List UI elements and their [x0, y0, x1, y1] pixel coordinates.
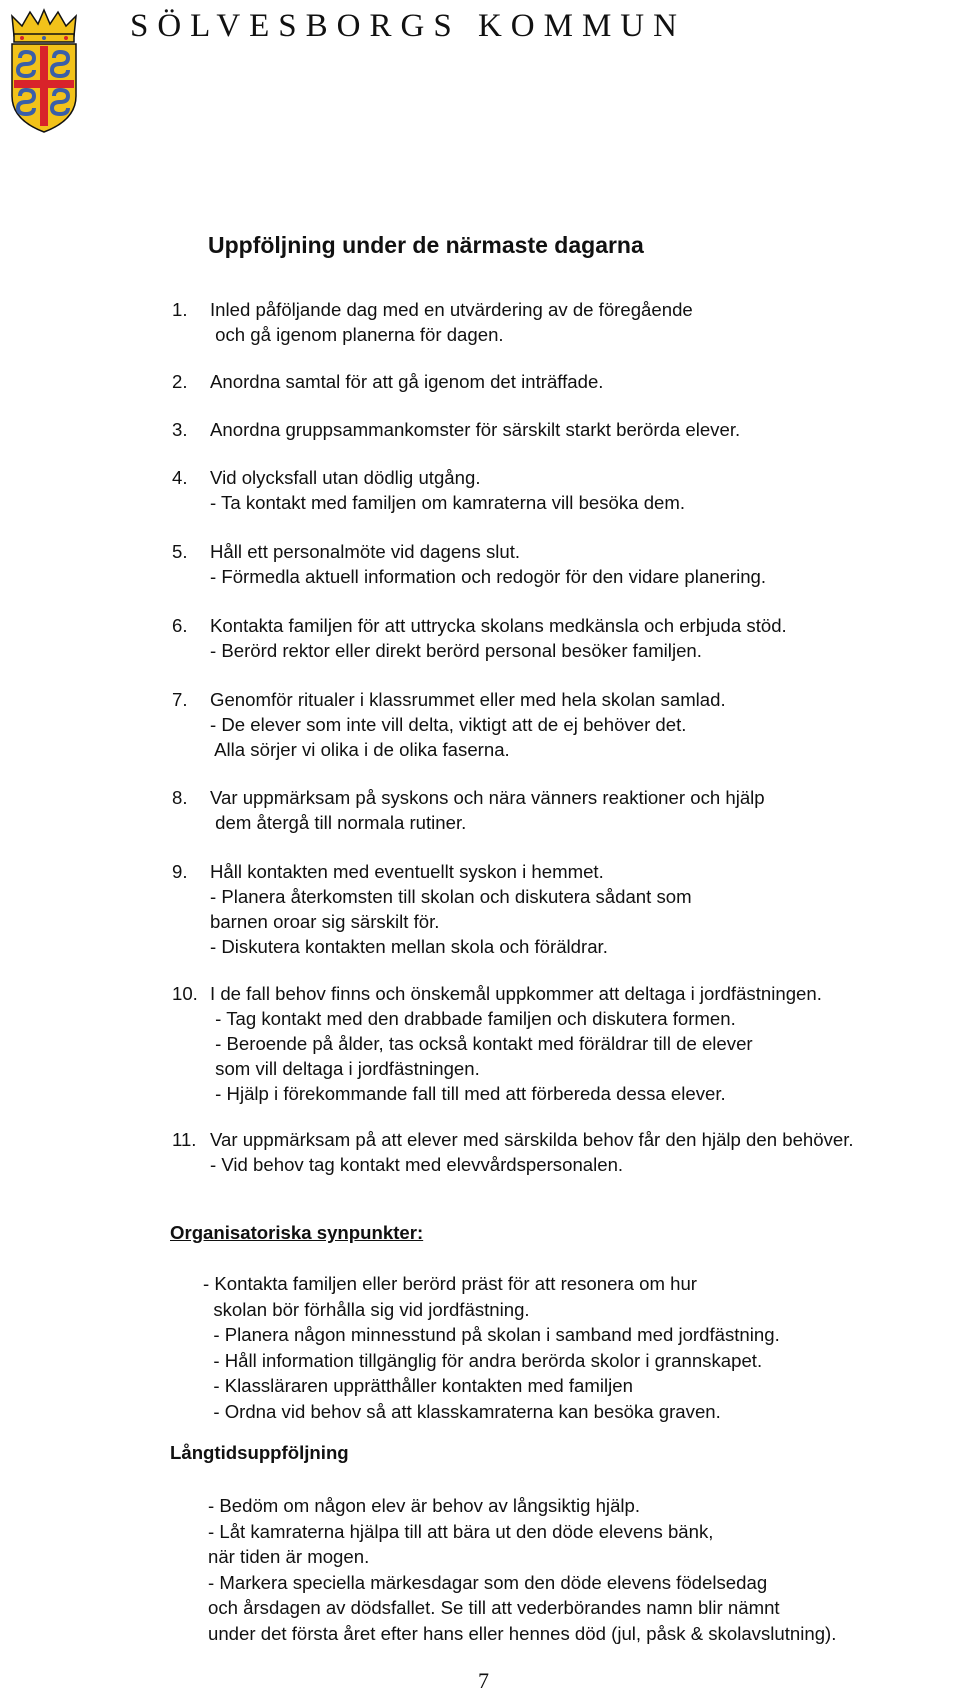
step-text: I de fall behov finns och önskemål uppkommer att deltaga i jordfästningen.: [210, 983, 822, 1004]
step-subline: - Förmedla aktuell information och redogör för den vidare planering.: [210, 566, 767, 587]
step-text: Inled påföljande dag med en utvärdering av de föregående: [210, 299, 693, 320]
organisational-item: - Håll information tillgänglig för andra berörda skolor i grannskapet.: [203, 1349, 763, 1371]
municipality-name: SÖLVESBORGS KOMMUN: [130, 8, 686, 44]
step-number: 5.: [172, 541, 188, 562]
step-text: Kontakta familjen för att uttrycka skolans medkänsla och erbjuda stöd.: [210, 615, 787, 636]
step-number: 9.: [172, 861, 188, 882]
step-subline: - Berörd rektor eller direkt berörd personal besöker familjen.: [210, 640, 702, 661]
step-text: Håll kontakten med eventuellt syskon i hemmet.: [210, 861, 604, 882]
step-subline: - Vid behov tag kontakt med elevvårdspersonalen.: [210, 1154, 624, 1175]
longterm-item: - Bedöm om någon elev är behov av långsiktig hjälp.: [208, 1495, 641, 1516]
step-text: Anordna gruppsammankomster för särskilt starkt berörda elever.: [210, 419, 741, 440]
step-text: Genomför ritualer i klassrummet eller med hela skolan samlad.: [210, 689, 726, 710]
step-subline: - Tag kontakt med den drabbade familjen och diskutera formen.: [210, 1008, 736, 1029]
step-subline: - Ta kontakt med familjen om kamraterna vill besöka dem.: [210, 492, 686, 513]
page-number: 7: [478, 1668, 489, 1693]
longterm-heading: Långtidsuppföljning: [170, 1442, 349, 1463]
step-subline: dem återgå till normala rutiner.: [210, 812, 467, 833]
longterm-item: när tiden är mogen.: [208, 1546, 370, 1567]
organisational-item: skolan bör förhålla sig vid jordfästning.: [203, 1298, 530, 1320]
step-number: 2.: [172, 371, 188, 392]
organisational-item: - Planera någon minnesstund på skolan i samband med jordfästning.: [203, 1324, 780, 1345]
step-text: Vid olycksfall utan dödlig utgång.: [210, 467, 481, 488]
longterm-item: - Låt kamraterna hjälpa till att bära ut den döde elevens bänk,: [208, 1520, 714, 1542]
longterm-item: och årsdagen av dödsfallet. Se till att vederbörandes namn blir nämnt: [208, 1597, 780, 1618]
step-text: Anordna samtal för att gå igenom det inträffade.: [210, 371, 604, 392]
step-number: 4.: [172, 467, 188, 488]
step-text: Håll ett personalmöte vid dagens slut.: [210, 541, 521, 562]
step-number: 1.: [172, 299, 188, 320]
step-text: Var uppmärksam på syskons och nära vänners reaktioner och hjälp: [210, 787, 765, 808]
organisational-heading: Organisatoriska synpunkter:: [170, 1222, 424, 1243]
municipal-coat-of-arms: [8, 8, 80, 134]
step-subline: - Planera återkomsten till skolan och diskutera sådant som: [210, 886, 692, 907]
step-number: 6.: [172, 615, 188, 636]
step-text: Var uppmärksam på att elever med särskilda behov får den hjälp den behöver.: [210, 1129, 854, 1150]
step-subline: Alla sörjer vi olika i de olika faserna.: [210, 739, 510, 760]
step-number: 8.: [172, 787, 188, 808]
step-number: 11.: [172, 1129, 197, 1150]
step-subline: - De elever som inte vill delta, viktigt att de ej behöver det.: [210, 714, 687, 735]
step-subline: barnen oroar sig särskilt för.: [210, 911, 440, 932]
organisational-item: - Kontakta familjen eller berörd präst för att resonera om hur: [203, 1273, 697, 1294]
longterm-item: under det första året efter hans eller hennes död (jul, påsk & skolavslutning).: [208, 1622, 837, 1644]
step-number: 7.: [172, 689, 188, 710]
page-title: Uppföljning under de närmaste dagarna: [208, 232, 644, 258]
organisational-item: - Klassläraren upprätthåller kontakten med familjen: [203, 1375, 633, 1396]
step-number: 3.: [172, 419, 188, 440]
step-subline: och gå igenom planerna för dagen.: [210, 324, 504, 345]
step-subline: - Beroende på ålder, tas också kontakt med föräldrar till de elever: [210, 1033, 753, 1054]
step-subline: - Diskutera kontakten mellan skola och föräldrar.: [210, 936, 608, 957]
step-number: 10.: [172, 983, 198, 1004]
longterm-item: - Markera speciella märkesdagar som den döde elevens födelsedag: [208, 1571, 768, 1593]
organisational-item: - Ordna vid behov så att klasskamraterna kan besöka graven.: [203, 1400, 721, 1422]
step-subline: - Hjälp i förekommande fall till med att förbereda dessa elever.: [210, 1083, 726, 1104]
step-subline: som vill deltaga i jordfästningen.: [210, 1058, 480, 1079]
